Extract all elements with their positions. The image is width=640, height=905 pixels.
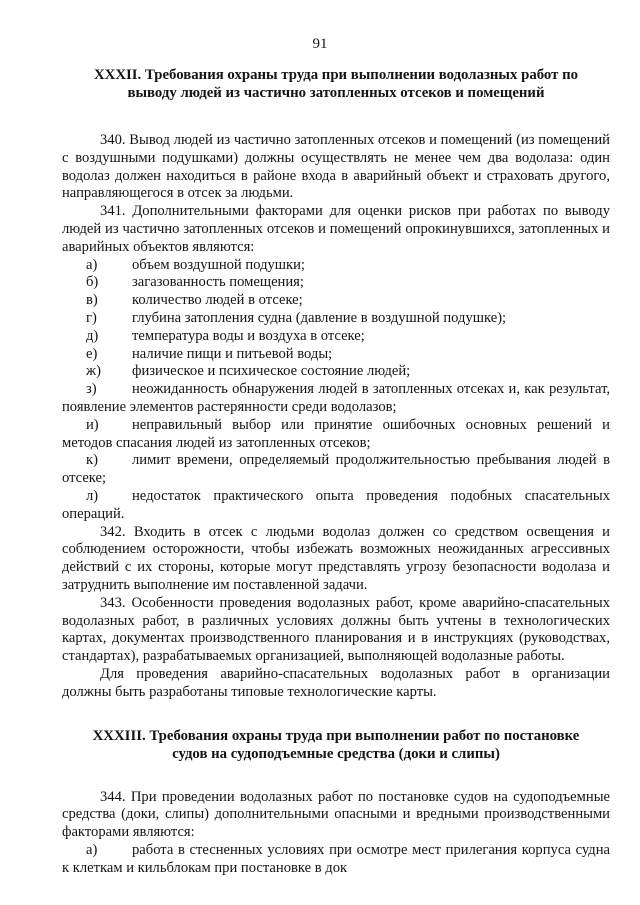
list-item: [62, 842, 610, 878]
section-title-xxxiii: [62, 727, 610, 763]
list-marker: е): [86, 345, 98, 362]
list-item-text: работа в стесненных условиях при осмотре мест прилегания корпуса судна к клеткам и кильблокам при постановке в док: [62, 841, 610, 876]
list-item: [62, 328, 610, 346]
list-item-text: количество людей в отсеке;: [132, 292, 303, 309]
list-item: [62, 257, 610, 275]
list-marker: д): [86, 327, 99, 344]
section-title-line: XXXII. Требования охраны труда при выполнении водолазных работ по: [93, 67, 579, 83]
list-item-text: лимит времени, определяемый продолжительностью пребывания людей в отсеке;: [62, 452, 610, 487]
list-item-text: глубина затопления судна (давление в воздушной подушке);: [132, 309, 507, 326]
list-marker: г): [86, 309, 97, 326]
list-marker: л): [86, 487, 99, 504]
list-item: [62, 363, 610, 381]
paragraph-343-continued: Для проведения аварийно-спасательных водолазных работ в организации должны быть разработаны типовые технологические карты.: [62, 665, 610, 700]
list-item: [62, 381, 610, 417]
list-marker: ж): [86, 363, 101, 380]
list-item-text: недостаток практического опыта проведения подобных спасательных операций.: [62, 487, 610, 522]
list-item: [62, 452, 610, 488]
list-marker: а): [86, 841, 98, 858]
list-item-text: неожиданность обнаружения людей в затопленных отсеках и, как результат, появление элементов растерянности среди водолазов;: [62, 381, 610, 415]
list-item-text: неправильный выбор или принятие ошибочных основных решений и методов спасания людей из затопленных отсеков;: [62, 416, 610, 451]
page-number: 91: [312, 36, 328, 52]
paragraph-344: 344. При проведении водолазных работ по постановке судов на судоподъемные средства (доки, слипы) дополнительными опасными и вредными производственными факторами являются:: [62, 788, 610, 841]
list-item-text: наличие пищи и питьевой воды;: [132, 345, 333, 362]
section-title-line: выводу людей из частично затопленных отсеков и помещений: [127, 85, 545, 101]
section-title-line: судов на судоподъемные средства (доки и слипы): [172, 745, 500, 762]
list-item-text: температура воды и воздуха в отсеке;: [132, 327, 365, 344]
list-marker: к): [86, 452, 98, 469]
section-title-line: XXXIII. Требования охраны труда при выполнении работ по постановке: [92, 727, 580, 744]
list-344: [62, 842, 610, 878]
list-item-text: физическое и психическое состояние людей;: [132, 363, 411, 380]
paragraph-341: 341. Дополнительными факторами для оценки рисков при работах по выводу людей из частично затопленных отсеков и помещений опрокинувшихся, затопленных и аварийных объектов являются:: [62, 203, 610, 255]
list-marker: и): [86, 416, 99, 433]
list-marker: з): [86, 381, 97, 398]
list-item-text: объем воздушной подушки;: [132, 256, 305, 273]
document-content: [62, 66, 610, 877]
list-marker: а): [86, 256, 98, 273]
section-title-xxxii: [62, 66, 610, 102]
list-item: [62, 310, 610, 328]
list-marker: в): [86, 292, 98, 309]
paragraph-342: 342. Входить в отсек с людьми водолаз должен со средством освещения и соблюдением осторожности, чтобы избежать возможных неожиданных агрессивных действий с их стороны, которые могут представлять угрозу безопасности водолаза и затруднить выполнение им поставленной задачи.: [62, 523, 610, 593]
paragraph-343: 343. Особенности проведения водолазных работ, кроме аварийно-спасательных водолазных работ, в различных условиях должны быть учтены в технологических картах, документах производственного планирования и в инструкциях (руководствах, стандартах), разрабатываемых организацией, выполняющей водолазные работы.: [62, 594, 610, 665]
list-item: [62, 292, 610, 310]
list-item-text: загазованность помещения;: [132, 274, 304, 291]
list-item: [62, 417, 610, 453]
list-341: [62, 257, 610, 524]
list-item: [62, 488, 610, 524]
list-item: [62, 346, 610, 364]
list-marker: б): [86, 274, 99, 291]
paragraph-340: 340. Вывод людей из частично затопленных отсеков и помещений (из помещений с воздушными подушками) должны осуществлять не менее чем два водолаза: один водолаз должен находиться в районе входа в аварийный объект и страховать другого, направляющегося в отсек за людьми.: [62, 132, 610, 202]
list-item: [62, 274, 610, 292]
